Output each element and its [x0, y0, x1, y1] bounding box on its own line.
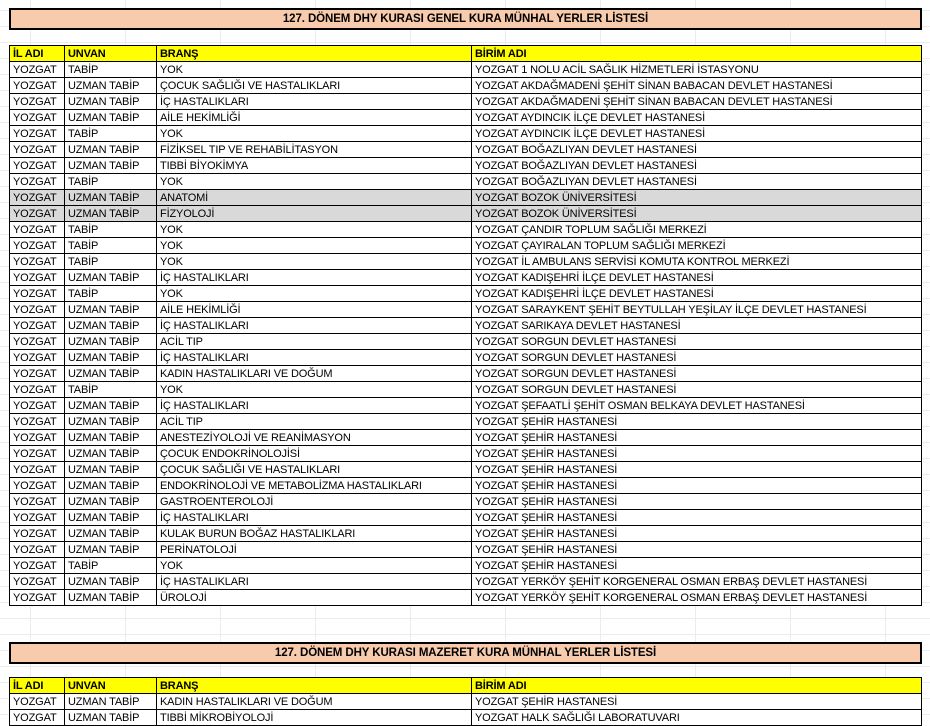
table-cell: UZMAN TABİP: [65, 446, 157, 462]
table-cell: YOZGAT ŞEHİR HASTANESİ: [472, 526, 922, 542]
table-cell: FİZYOLOJİ: [157, 206, 472, 222]
header-row: [10, 46, 922, 62]
table-cell: UZMAN TABİP: [65, 510, 157, 526]
table-cell: YOZGAT SORGUN DEVLET HASTANESİ: [472, 366, 922, 382]
table-row: [10, 382, 922, 398]
table-cell: YOK: [157, 222, 472, 238]
table-row: [10, 558, 922, 574]
table-cell: YOZGAT BOĞAZLIYAN DEVLET HASTANESİ: [472, 142, 922, 158]
table-cell: İÇ HASTALIKLARI: [157, 398, 472, 414]
table-cell: YOZGAT ŞEHİR HASTANESİ: [472, 494, 922, 510]
table-row: [10, 494, 922, 510]
table-row: [10, 286, 922, 302]
table-row: [10, 366, 922, 382]
table-cell: GASTROENTEROLOJİ: [157, 494, 472, 510]
table-cell: ENDOKRİNOLOJİ VE METABOLİZMA HASTALIKLARI: [157, 478, 472, 494]
table-cell: YOZGAT: [10, 590, 65, 606]
table-cell: TABİP: [65, 62, 157, 78]
table-cell: YOZGAT BOĞAZLIYAN DEVLET HASTANESİ: [472, 174, 922, 190]
table-row: [10, 446, 922, 462]
table-cell: İÇ HASTALIKLARI: [157, 318, 472, 334]
table-cell: YOK: [157, 62, 472, 78]
table-row: [10, 110, 922, 126]
table-cell: YOZGAT: [10, 446, 65, 462]
table-cell: YOZGAT: [10, 398, 65, 414]
table-cell: YOZGAT: [10, 110, 65, 126]
column-header: BİRİM ADI: [472, 678, 922, 694]
table-cell: UZMAN TABİP: [65, 158, 157, 174]
table-cell: TIBBİ MİKROBİYOLOJİ: [157, 710, 472, 726]
table-cell: YOZGAT: [10, 334, 65, 350]
table-cell: YOZGAT: [10, 462, 65, 478]
table-cell: TABİP: [65, 286, 157, 302]
table-row: [10, 694, 922, 710]
table-cell: YOZGAT: [10, 286, 65, 302]
table-cell: YOZGAT: [10, 62, 65, 78]
table-cell: YOZGAT SORGUN DEVLET HASTANESİ: [472, 334, 922, 350]
table-cell: YOZGAT ŞEHİR HASTANESİ: [472, 558, 922, 574]
table-cell: ÇOCUK SAĞLIĞI VE HASTALIKLARI: [157, 78, 472, 94]
column-header: BRANŞ: [157, 46, 472, 62]
table-row: [10, 334, 922, 350]
table-cell: TABİP: [65, 382, 157, 398]
table-cell: YOZGAT BOZOK ÜNİVERSİTESİ: [472, 190, 922, 206]
table-cell: YOZGAT: [10, 270, 65, 286]
table-cell: İÇ HASTALIKLARI: [157, 574, 472, 590]
table-row: [10, 126, 922, 142]
table-cell: YOK: [157, 558, 472, 574]
table-cell: YOZGAT ŞEHİR HASTANESİ: [472, 542, 922, 558]
table-cell: YOZGAT: [10, 222, 65, 238]
table-row: [10, 238, 922, 254]
table-row: [10, 478, 922, 494]
table-cell: YOZGAT ŞEHİR HASTANESİ: [472, 510, 922, 526]
table-cell: YOZGAT: [10, 430, 65, 446]
table-cell: YOZGAT SORGUN DEVLET HASTANESİ: [472, 382, 922, 398]
table-cell: UZMAN TABİP: [65, 542, 157, 558]
table-cell: YOZGAT: [10, 94, 65, 110]
table-row: [10, 78, 922, 94]
table-row: [10, 254, 922, 270]
table-cell: UZMAN TABİP: [65, 494, 157, 510]
table-cell: YOZGAT ÇANDIR TOPLUM SAĞLIĞI MERKEZİ: [472, 222, 922, 238]
table-cell: ÇOCUK SAĞLIĞI VE HASTALIKLARI: [157, 462, 472, 478]
table-cell: YOZGAT ŞEHİR HASTANESİ: [472, 462, 922, 478]
table-row: [10, 94, 922, 110]
table-cell: TABİP: [65, 558, 157, 574]
table-cell: YOK: [157, 174, 472, 190]
table-cell: AİLE HEKİMLİĞİ: [157, 302, 472, 318]
table-row: [10, 574, 922, 590]
table-cell: YOZGAT: [10, 318, 65, 334]
table-cell: UZMAN TABİP: [65, 318, 157, 334]
table-cell: UZMAN TABİP: [65, 526, 157, 542]
table-cell: TABİP: [65, 126, 157, 142]
table-cell: ANATOMİ: [157, 190, 472, 206]
table-cell: ACİL TIP: [157, 414, 472, 430]
table-row: [10, 590, 922, 606]
table-cell: YOZGAT: [10, 558, 65, 574]
table-row: [10, 318, 922, 334]
table-cell: YOZGAT KADIŞEHRİ İLÇE DEVLET HASTANESİ: [472, 286, 922, 302]
table-row: [10, 270, 922, 286]
table-cell: YOZGAT ÇAYIRALAN TOPLUM SAĞLIĞI MERKEZİ: [472, 238, 922, 254]
table-cell: UZMAN TABİP: [65, 398, 157, 414]
table-cell: UZMAN TABİP: [65, 574, 157, 590]
table-row: [10, 158, 922, 174]
column-header: İL ADI: [10, 678, 65, 694]
table-cell: TIBBİ BİYOKİMYA: [157, 158, 472, 174]
table-cell: YOZGAT: [10, 190, 65, 206]
table-cell: YOZGAT İL AMBULANS SERVİSİ KOMUTA KONTROL MERKEZİ: [472, 254, 922, 270]
table-cell: UZMAN TABİP: [65, 694, 157, 710]
table-cell: YOK: [157, 286, 472, 302]
table-row: [10, 510, 922, 526]
column-header: UNVAN: [65, 678, 157, 694]
table-cell: YOZGAT: [10, 174, 65, 190]
mazeret-kura-table: [9, 677, 922, 726]
table-cell: UZMAN TABİP: [65, 478, 157, 494]
table-cell: YOZGAT: [10, 478, 65, 494]
table-cell: YOZGAT SARIKAYA DEVLET HASTANESİ: [472, 318, 922, 334]
table-cell: YOZGAT: [10, 382, 65, 398]
table-cell: YOZGAT: [10, 694, 65, 710]
table-cell: YOZGAT: [10, 366, 65, 382]
table-row: [10, 206, 922, 222]
table-row: [10, 174, 922, 190]
table-cell: YOZGAT HALK SAĞLIĞI LABORATUVARI: [472, 710, 922, 726]
table-cell: YOZGAT: [10, 510, 65, 526]
table-cell: YOZGAT SORGUN DEVLET HASTANESİ: [472, 350, 922, 366]
table-row: [10, 710, 922, 726]
table-cell: YOZGAT KADIŞEHRİ İLÇE DEVLET HASTANESİ: [472, 270, 922, 286]
column-header: BRANŞ: [157, 678, 472, 694]
table-cell: YOZGAT YERKÖY ŞEHİT KORGENERAL OSMAN ERBAŞ DEVLET HASTANESİ: [472, 590, 922, 606]
table-cell: YOZGAT: [10, 542, 65, 558]
table-cell: YOZGAT: [10, 78, 65, 94]
table-cell: TABİP: [65, 238, 157, 254]
table-cell: TABİP: [65, 174, 157, 190]
table-cell: YOK: [157, 254, 472, 270]
table-cell: YOK: [157, 126, 472, 142]
table-row: [10, 190, 922, 206]
table-cell: YOZGAT SARAYKENT ŞEHİT BEYTULLAH YEŞİLAY İLÇE DEVLET HASTANESİ: [472, 302, 922, 318]
table-cell: TABİP: [65, 254, 157, 270]
table-row: [10, 526, 922, 542]
table-cell: ÇOCUK ENDOKRİNOLOJİSİ: [157, 446, 472, 462]
table-cell: YOZGAT AKDAĞMADENİ ŞEHİT SİNAN BABACAN DEVLET HASTANESİ: [472, 78, 922, 94]
table-cell: UZMAN TABİP: [65, 302, 157, 318]
table-cell: FİZİKSEL TIP VE REHABİLİTASYON: [157, 142, 472, 158]
table-cell: YOZGAT: [10, 350, 65, 366]
table-cell: UZMAN TABİP: [65, 110, 157, 126]
table-cell: UZMAN TABİP: [65, 78, 157, 94]
table-cell: UZMAN TABİP: [65, 366, 157, 382]
genel-kura-table-body: [10, 62, 922, 606]
table-row: [10, 142, 922, 158]
table-cell: YOZGAT: [10, 494, 65, 510]
table-cell: YOZGAT AYDINCIK İLÇE DEVLET HASTANESİ: [472, 110, 922, 126]
table-cell: YOZGAT: [10, 238, 65, 254]
table-row: [10, 302, 922, 318]
table-cell: YOZGAT: [10, 126, 65, 142]
table-cell: UZMAN TABİP: [65, 710, 157, 726]
table-cell: YOZGAT: [10, 414, 65, 430]
table-row: [10, 430, 922, 446]
table-cell: UZMAN TABİP: [65, 350, 157, 366]
table-cell: YOZGAT: [10, 254, 65, 270]
table-cell: UZMAN TABİP: [65, 414, 157, 430]
table-cell: PERİNATOLOJİ: [157, 542, 472, 558]
table-cell: UZMAN TABİP: [65, 334, 157, 350]
table-cell: ÜROLOJİ: [157, 590, 472, 606]
table-cell: YOZGAT: [10, 158, 65, 174]
table-cell: ACİL TIP: [157, 334, 472, 350]
table-cell: UZMAN TABİP: [65, 462, 157, 478]
genel-kura-table: [9, 45, 922, 606]
table-cell: YOZGAT ŞEHİR HASTANESİ: [472, 446, 922, 462]
table-cell: KULAK BURUN BOĞAZ HASTALIKLARI: [157, 526, 472, 542]
table-cell: YOZGAT ŞEHİR HASTANESİ: [472, 430, 922, 446]
genel-kura-title: 127. DÖNEM DHY KURASI GENEL KURA MÜNHAL YERLER LİSTESİ: [9, 8, 922, 30]
table-cell: İÇ HASTALIKLARI: [157, 510, 472, 526]
table-row: [10, 414, 922, 430]
table-row: [10, 398, 922, 414]
table-cell: TABİP: [65, 222, 157, 238]
table-cell: YOZGAT AKDAĞMADENİ ŞEHİT SİNAN BABACAN DEVLET HASTANESİ: [472, 94, 922, 110]
table-cell: YOK: [157, 382, 472, 398]
table-cell: YOZGAT BOZOK ÜNİVERSİTESİ: [472, 206, 922, 222]
table-cell: UZMAN TABİP: [65, 94, 157, 110]
mazeret-kura-title: 127. DÖNEM DHY KURASI MAZERET KURA MÜNHAL YERLER LİSTESİ: [9, 642, 922, 664]
table-cell: İÇ HASTALIKLARI: [157, 270, 472, 286]
table-cell: UZMAN TABİP: [65, 590, 157, 606]
genel-kura-table-header: [10, 46, 922, 62]
table-cell: UZMAN TABİP: [65, 430, 157, 446]
table-cell: YOZGAT: [10, 526, 65, 542]
table-cell: YOZGAT: [10, 574, 65, 590]
table-row: [10, 62, 922, 78]
table-cell: UZMAN TABİP: [65, 190, 157, 206]
table-cell: UZMAN TABİP: [65, 206, 157, 222]
header-row: [10, 678, 922, 694]
table-cell: YOZGAT ŞEHİR HASTANESİ: [472, 694, 922, 710]
mazeret-kura-table-header: [10, 678, 922, 694]
table-cell: YOZGAT ŞEHİR HASTANESİ: [472, 414, 922, 430]
column-header: İL ADI: [10, 46, 65, 62]
table-row: [10, 350, 922, 366]
table-cell: YOZGAT ŞEFAATLİ ŞEHİT OSMAN BELKAYA DEVLET HASTANESİ: [472, 398, 922, 414]
table-row: [10, 222, 922, 238]
table-row: [10, 462, 922, 478]
table-cell: KADIN HASTALIKLARI VE DOĞUM: [157, 694, 472, 710]
table-cell: YOK: [157, 238, 472, 254]
table-cell: YOZGAT AYDINCIK İLÇE DEVLET HASTANESİ: [472, 126, 922, 142]
table-cell: YOZGAT BOĞAZLIYAN DEVLET HASTANESİ: [472, 158, 922, 174]
column-header: BİRİM ADI: [472, 46, 922, 62]
table-cell: YOZGAT 1 NOLU ACİL SAĞLIK HİZMETLERİ İSTASYONU: [472, 62, 922, 78]
table-cell: YOZGAT: [10, 142, 65, 158]
table-cell: YOZGAT: [10, 206, 65, 222]
mazeret-kura-table-body: [10, 694, 922, 726]
table-cell: İÇ HASTALIKLARI: [157, 350, 472, 366]
table-cell: UZMAN TABİP: [65, 142, 157, 158]
table-cell: YOZGAT: [10, 710, 65, 726]
column-header: UNVAN: [65, 46, 157, 62]
table-row: [10, 542, 922, 558]
table-cell: İÇ HASTALIKLARI: [157, 94, 472, 110]
table-cell: YOZGAT YERKÖY ŞEHİT KORGENERAL OSMAN ERBAŞ DEVLET HASTANESİ: [472, 574, 922, 590]
table-cell: ANESTEZİYOLOJİ VE REANİMASYON: [157, 430, 472, 446]
table-cell: YOZGAT: [10, 302, 65, 318]
table-cell: KADIN HASTALIKLARI VE DOĞUM: [157, 366, 472, 382]
table-cell: UZMAN TABİP: [65, 270, 157, 286]
table-cell: YOZGAT ŞEHİR HASTANESİ: [472, 478, 922, 494]
table-cell: AİLE HEKİMLİĞİ: [157, 110, 472, 126]
